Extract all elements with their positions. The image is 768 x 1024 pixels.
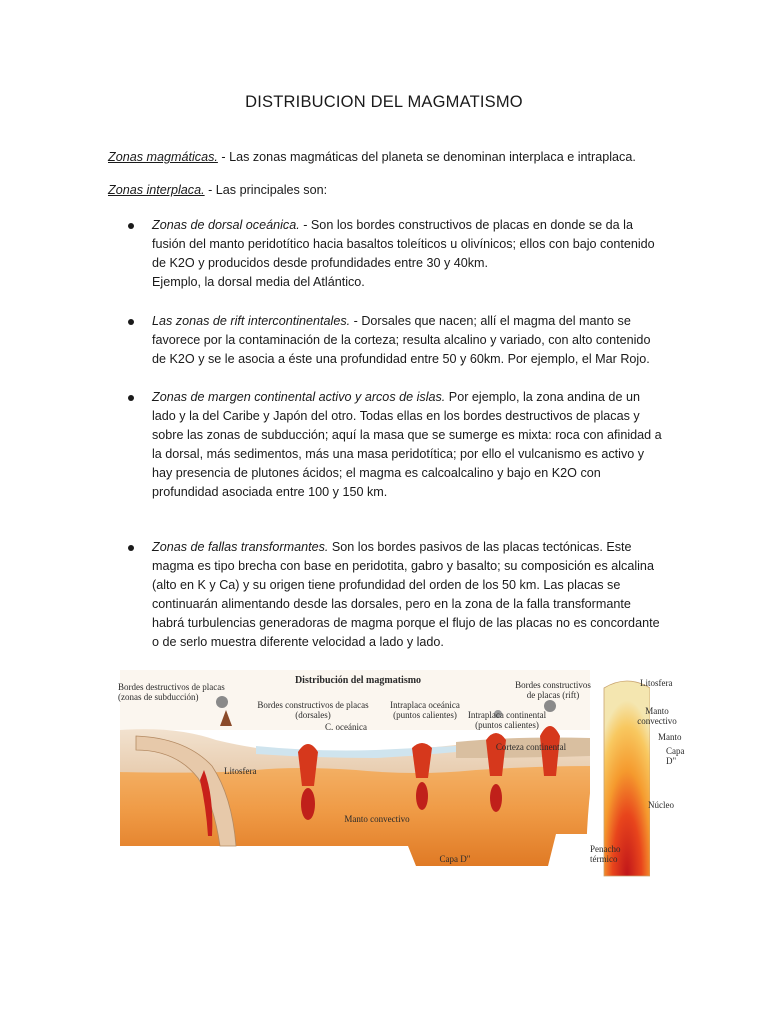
bullet-lead: Zonas de dorsal oceánica. (152, 218, 300, 232)
diagram-title: Distribución del magmatismo (294, 675, 422, 686)
interplaca-text: - Las principales son: (204, 183, 328, 197)
label-capa-d: Capa D" (439, 854, 471, 864)
label-corteza-continental: Corteza continental (495, 742, 567, 752)
label-line: (puntos calientes) (475, 720, 539, 730)
label-penacho-termico (590, 844, 640, 864)
bullet-line: Ejemplo, la dorsal media del Atlántico. (152, 275, 365, 289)
bullet-line: (alto en K y Ca) y su origen tiene profundidad del orden de los 50 km. Las placas se (152, 578, 621, 592)
label-sphere-litosfera: Litosfera (640, 678, 673, 688)
bullet-line: continuarán alimentando desde las dorsales, pero en la zona de la falla transformante (152, 597, 631, 611)
label-c-oceanica: C. oceánica (325, 722, 367, 732)
label-sphere-nucleo: Núcleo (648, 800, 674, 810)
bullet-line: - Son los bordes constructivos de placas en donde se da la (299, 218, 633, 232)
page-title: DISTRIBUCION DEL MAGMATISMO (245, 93, 523, 111)
label-sphere-capa (666, 746, 690, 766)
label-line: Intraplaca continental (467, 710, 547, 720)
bullet-line: - Dorsales que nacen; allí el magma del manto se (350, 314, 631, 328)
label-line: Bordes destructivos de placas (118, 682, 225, 692)
bullet-lead: Zonas de fallas transformantes. (152, 540, 329, 554)
bullet-dot (128, 545, 134, 551)
magma-plume (301, 788, 315, 820)
magmatism-diagram (116, 666, 685, 882)
label-line: Bordes constructivos (515, 680, 591, 690)
bullet-line: hay presencia de plutones ácidos; el magma es calcoalcalino y bajo en K2O con (152, 466, 601, 480)
bullet-margen-continental (152, 388, 672, 502)
bullet-line: Son los bordes pasivos de las placas tectónicas. Este (328, 540, 632, 554)
bullet-lead: Zonas de margen continental activo y arcos de islas. (152, 390, 446, 404)
bullet-line: fusión del manto peridotítico hacia basaltos toleíticos u olivínicos; ellos con bajo contenido (152, 237, 655, 251)
bullet-line: la dorsal, más sedimentos, más una masa peridotítica; por ello el vulcanismo es activo y (152, 447, 645, 461)
bullet-lead: Las zonas de rift intercontinentales. (152, 314, 351, 328)
bullet-line: Por ejemplo, la zona andina de un (445, 390, 640, 404)
label-litosfera: Litosfera (224, 766, 257, 776)
intro-label: Zonas magmáticas. (108, 150, 218, 164)
bullet-dot (128, 395, 134, 401)
label-line: (zonas de subducción) (118, 692, 199, 702)
interplaca-label: Zonas interplaca. (108, 183, 205, 197)
magma-plume (490, 784, 502, 812)
magma-plume (416, 782, 428, 810)
label-line: Bordes constructivos de placas (257, 700, 369, 710)
bullet-line: profundidad asociada entre 100 y 150 km. (152, 485, 388, 499)
intro-paragraph (108, 148, 636, 167)
interplaca-paragraph (108, 181, 327, 200)
label-manto-convectivo: Manto convectivo (344, 814, 410, 824)
bullet-line: magma es tipo brecha con base en peridotita, gabro y basalto; su composición es alcalina (152, 559, 654, 573)
label-line: (dorsales) (295, 710, 331, 720)
bullet-line: favorece por la contaminación de la corteza; resulta alcalino y variado, con alto contenido (152, 333, 651, 347)
label-line: D" (666, 756, 677, 766)
label-line: Penacho (590, 844, 621, 854)
label-sphere-manto: Manto convectivo (637, 706, 677, 726)
label-sphere-manto-small: Manto (658, 732, 682, 742)
label-intraplaca-continental (456, 710, 558, 730)
label-bordes-constructivos-dorsales (250, 700, 376, 720)
bullet-dot (128, 319, 134, 325)
bullet-line: sobre las zonas de subducción; aquí la masa que se sumerge es mixta: roca con afinidad a (152, 428, 662, 442)
label-line: Intraplaca oceánica (390, 700, 460, 710)
label-line: (puntos calientes) (393, 710, 457, 720)
bullet-line: habrá turbulencias generadoras de magma porque el flujo de las placas no es concordante (152, 616, 660, 630)
label-line: térmico (590, 854, 618, 864)
label-bordes-constructivos-rift (508, 680, 598, 700)
label-bordes-destructivos (118, 682, 230, 702)
bullet-dot (128, 223, 134, 229)
bullet-dorsal-oceanica (152, 216, 672, 292)
bullet-line: de K2O y producidos desde profundidades entre 30 y 40km. (152, 256, 489, 270)
bullet-line: o de serlo muestra diferente velocidad a lado y lado. (152, 635, 444, 649)
bullet-line: lado y la del Caribe y Japón del otro. Todas ellas en los bordes destructivos de placas y (152, 409, 640, 423)
bullet-line: de K2O y se le asocia a éste una profundidad entre 50 y 60km. Por ejemplo, el Mar Rojo. (152, 352, 650, 366)
label-line: de placas (rift) (526, 690, 580, 700)
bullet-fallas-transformantes (152, 538, 672, 652)
label-line: Capa (666, 746, 685, 756)
intro-text: - Las zonas magmáticas del planeta se denominan interplaca e intraplaca. (217, 150, 636, 164)
bullet-rift (152, 312, 672, 369)
